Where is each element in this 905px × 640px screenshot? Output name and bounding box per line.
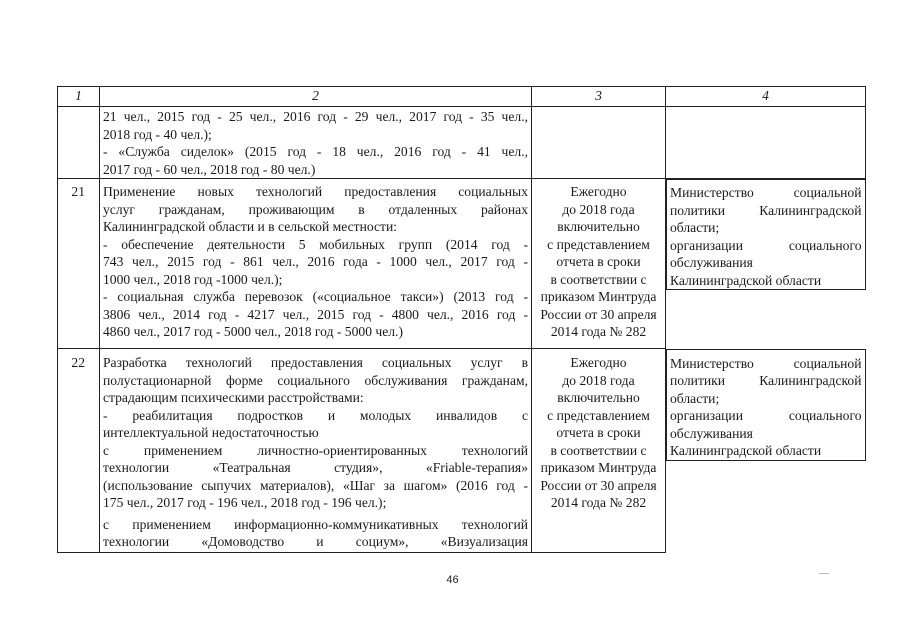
text-line: - реабилитация подростков и молодых инвалидов с [103,407,528,423]
text-line: страдающим психическими расстройствами: [103,390,364,405]
text-line: технологии «Театральная студия», «Friable-терапия» [103,460,528,475]
text-line: 2014 года № 282 [550,324,647,339]
row-number: 22 [58,349,100,553]
row-number: 21 [58,179,100,349]
responsible-cell [666,349,866,461]
text-line: политики Калининградской [670,373,862,388]
text-line: отчета в сроки [556,254,641,269]
text-line: России от 30 апреля [540,477,657,493]
text-line: с представлением [547,407,650,423]
text-line: организации социального [670,408,862,423]
text-line: Ежегодно [570,184,627,199]
text-line: в соответствии с [550,271,647,287]
text-line: - обеспечение деятельности 5 мобильных групп (2014 год - [103,236,528,252]
responsible-cell [666,107,866,179]
text-line: включительно [557,390,640,405]
text-line: Калининградской области и в сельской местности: [103,219,398,234]
text-line: (использование сыпучих материалов), «Шаг за шагом» (2016 год - [103,477,528,493]
text-line: обслуживания [670,255,753,270]
text-line: полустационарной форме социального обслуживания гражданам, [103,372,528,388]
description-cell [100,107,532,179]
text-line: интеллектуальной недостаточностью [103,425,319,440]
text-line: политики Калининградской [670,202,862,218]
text-line: технологии «Домоводство и социум», «Визуализация [103,534,528,549]
responsible-cell [666,179,866,290]
text-line: 175 чел., 2017 год - 196 чел., 2018 год - 196 чел.); [103,495,387,510]
text-line: приказом Минтруда [540,289,657,304]
table-row-continued [58,107,866,179]
text-line: 2018 год - 40 чел.); [103,126,212,142]
text-line: области; [670,390,720,406]
text-line: приказом Минтруда [540,460,657,475]
text-line: 743 чел., 2015 год - 861 чел., 2016 года - 1000 чел., 2017 год - [103,254,528,269]
text-line: России от 30 апреля [540,306,657,322]
table-header-row [58,87,866,107]
text-line: Разработка технологий предоставления социальных услуг в [103,355,528,370]
text-line: до 2018 года [562,201,635,217]
text-line: 2014 года № 282 [550,495,647,510]
text-line: с представлением [547,236,650,252]
text-line: обслуживания [670,425,753,441]
text-line: Применение новых технологий предоставления социальных [103,184,528,199]
deadline-cell [532,179,666,349]
header-col-2: 2 [100,87,532,107]
header-col-4: 4 [666,87,866,107]
text-line: Калининградской области [670,443,822,458]
text-line: отчета в сроки [556,425,641,440]
text-line: с применением личностно-ориентированных технологий [103,442,528,458]
text-line: Министерство социальной [670,185,862,200]
page-number: 46 [446,574,459,586]
text-line: - социальная служба перевозок («социальное такси») (2013 год - [103,289,528,304]
document-table [57,86,866,553]
text-line: - «Служба сиделок» (2015 год - 18 чел., 2016 год - 41 чел., [103,144,528,159]
text-line: 1000 чел., 2018 год -1000 чел.); [103,271,283,287]
text-line: 2017 год - 60 чел., 2018 год - 80 чел.) [103,161,316,177]
text-line: 3806 чел., 2014 год - 4217 чел., 2015 год - 4800 чел., 2016 год - [103,306,528,322]
header-col-1: 1 [58,87,100,107]
text-line: области; [670,220,720,235]
text-line: Калининградской области [670,272,822,288]
table-row-22 [58,349,866,553]
text-line: 4860 чел., 2017 год - 5000 чел., 2018 год - 5000 чел.) [103,324,403,339]
text-line: организации социального [670,237,862,253]
table-row-21 [58,179,866,349]
text-line: включительно [557,219,640,234]
row-number-cell [58,107,100,179]
deadline-cell [532,349,666,553]
text-line: Министерство социальной [670,355,862,371]
text-line: 21 чел., 2015 год - 25 чел., 2016 год - 29 чел., 2017 год - 35 чел., [103,109,528,124]
description-cell [100,179,532,349]
deadline-cell [532,107,666,179]
text-line: в соответствии с [550,442,647,458]
description-cell [100,349,532,553]
header-col-3: 3 [532,87,666,107]
text-line: до 2018 года [562,372,635,388]
text-line: услуг гражданам, проживающим в отдаленных районах [103,201,528,217]
text-line: Ежегодно [570,355,627,370]
scan-mark [819,573,829,574]
text-line: с применением информационно-коммуникативных технологий [103,516,528,532]
